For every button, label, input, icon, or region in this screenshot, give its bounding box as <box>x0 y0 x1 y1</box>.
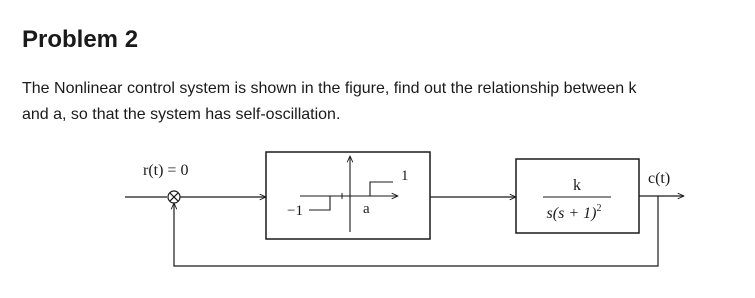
problem-statement-line-2: and a, so that the system has self-oscillation. <box>22 106 341 123</box>
problem-statement-line-1: The Nonlinear control system is shown in the figure, find out the relationship between k <box>22 80 637 97</box>
lower-level-label: −1 <box>287 203 303 219</box>
plant-denominator <box>547 203 602 222</box>
characteristic-lower-branch <box>309 196 330 210</box>
problem-title: Problem 2 <box>22 26 139 53</box>
summing-junction <box>168 191 180 203</box>
plant-numerator: k <box>573 177 581 194</box>
output-label: c(t) <box>648 170 671 187</box>
upper-level-label: 1 <box>401 168 409 184</box>
characteristic-upper-branch <box>370 182 393 196</box>
input-label: r(t) = 0 <box>143 162 189 179</box>
dead-zone-label: a <box>363 201 370 217</box>
plant-denominator-main: s(s + 1) <box>546 205 597 222</box>
plant-denominator-exponent: 2 <box>596 203 602 214</box>
